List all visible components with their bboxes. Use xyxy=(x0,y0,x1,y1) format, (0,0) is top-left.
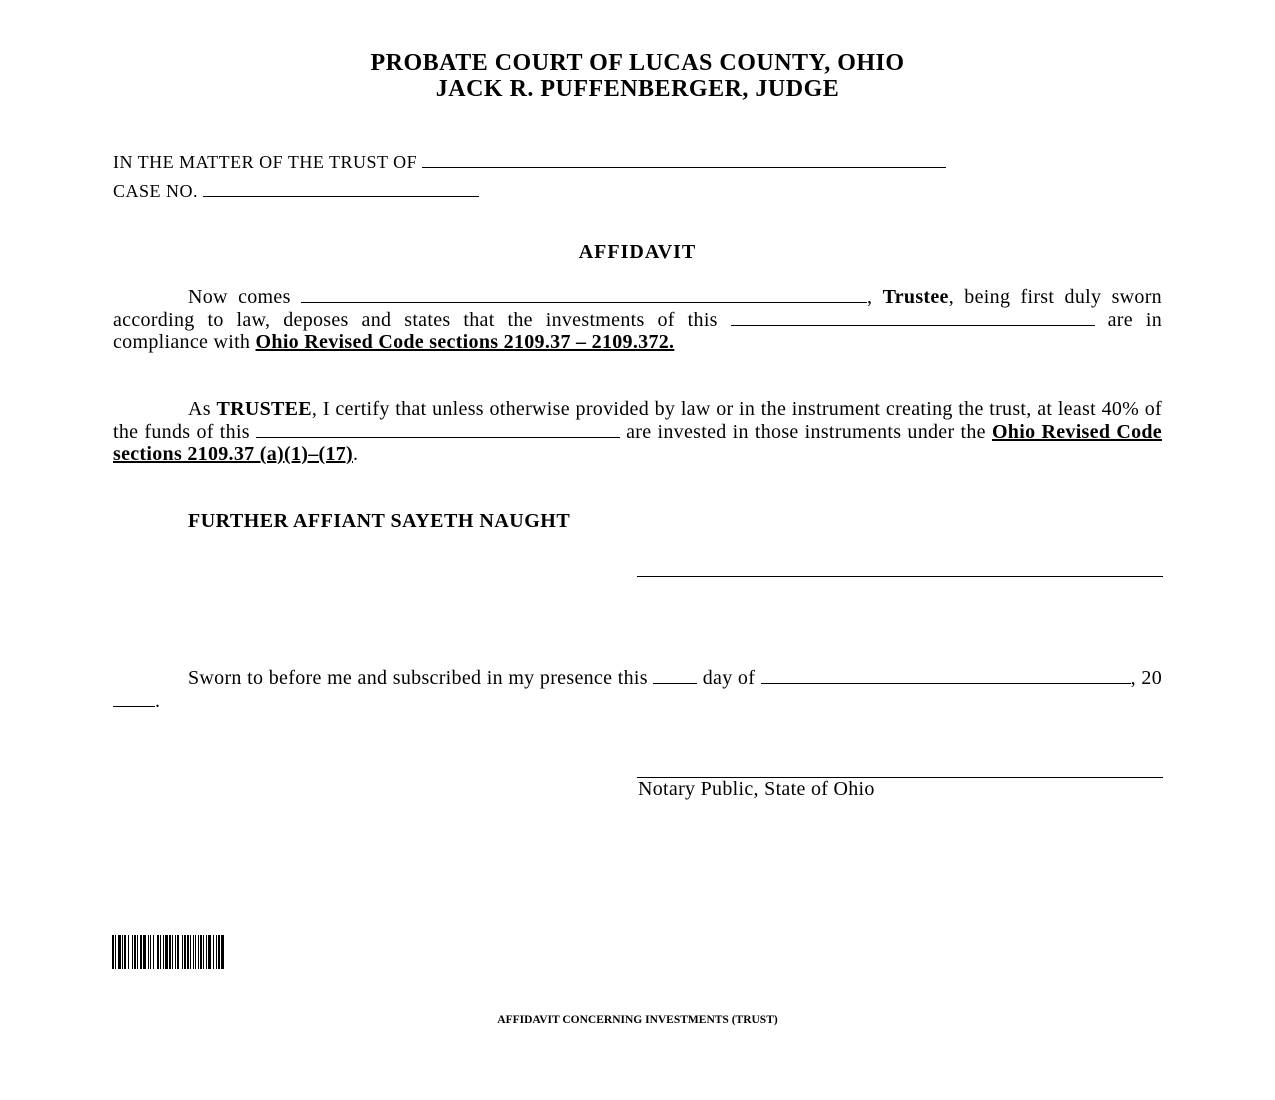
form-footer: AFFIDAVIT CONCERNING INVESTMENTS (TRUST) xyxy=(497,1014,778,1026)
day-field[interactable] xyxy=(653,667,697,684)
trustee-caps-label: TRUSTEE xyxy=(216,398,312,420)
notary-label: Notary Public, State of Ohio xyxy=(638,778,875,800)
case-number-field[interactable] xyxy=(203,180,479,197)
paragraph-2 xyxy=(113,398,1162,466)
sworn-end: . xyxy=(155,689,161,712)
paragraph-1 xyxy=(113,286,1162,354)
comma: , xyxy=(866,286,883,308)
matter-label: IN THE MATTER OF THE TRUST OF xyxy=(113,152,418,172)
trustee-label: Trustee xyxy=(882,286,949,308)
matter-line xyxy=(113,151,946,173)
court-title: PROBATE COURT OF LUCAS COUNTY, OHIO xyxy=(370,50,905,76)
orc-link-1[interactable]: Ohio Revised Code sections 2109.37 – 2109.372. xyxy=(255,331,675,353)
year-field[interactable] xyxy=(113,690,155,707)
judge-title: JACK R. PUFFENBERGER, JUDGE xyxy=(435,76,840,102)
sworn-paragraph xyxy=(113,667,1162,712)
year-prefix: , 20 xyxy=(1130,667,1162,689)
paragraph1-text2: are in compliance with xyxy=(113,308,1162,353)
case-line xyxy=(113,180,479,202)
further-affiant: FURTHER AFFIANT SAYETH NAUGHT xyxy=(188,510,571,532)
sworn-text2: day of xyxy=(702,667,756,689)
sworn-text1: Sworn to before me and subscribed in my presence this xyxy=(188,667,648,689)
affidavit-title: AFFIDAVIT xyxy=(578,241,697,263)
paragraph1-text1: , being first duly sworn according to law, deposes and states that the investments of this xyxy=(113,286,1162,331)
as-text: As xyxy=(188,398,211,420)
trustee-signature-line[interactable] xyxy=(637,576,1163,577)
case-label: CASE NO. xyxy=(113,181,199,201)
barcode-bar xyxy=(224,935,225,969)
barcode xyxy=(112,935,340,969)
trust-type-field-1[interactable] xyxy=(731,309,1095,326)
paragraph2-text1: , I certify that unless otherwise provided by law or in the instrument creating the trust, at least 40% of the funds of this xyxy=(113,398,1162,443)
orc-link-2[interactable]: Ohio Revised Code sections 2109.37 (a)(1)–(17) xyxy=(113,420,1162,465)
now-comes-text: Now comes xyxy=(188,286,291,308)
paragraph2-text2: are invested in those instruments under the xyxy=(626,420,986,443)
paragraph2-end: . xyxy=(353,443,359,465)
trust-type-field-2[interactable] xyxy=(256,421,620,438)
trustee-name-field[interactable] xyxy=(301,286,867,303)
month-field[interactable] xyxy=(761,667,1131,684)
trust-name-field[interactable] xyxy=(422,151,946,168)
